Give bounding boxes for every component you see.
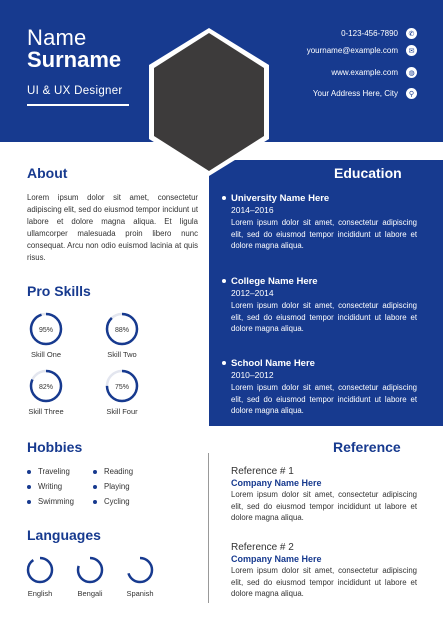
skill-percent-label: 82% (38, 384, 54, 391)
education-desc: Lorem ipsum dolor sit amet, consectetur adipiscing elit, sed do eiusmod tempor incididunt ut labore et dolore magna aliqua. (231, 301, 417, 333)
contact-phone-text: 0-123-456-7890 (341, 29, 398, 38)
language-level-ring (76, 556, 104, 584)
reference-item (231, 542, 417, 600)
skill-item (92, 312, 152, 359)
education-years: 2012–2014 (231, 288, 274, 298)
skill-progress-ring (105, 312, 139, 346)
education-item (231, 193, 417, 252)
language-item (120, 556, 160, 598)
contact-website-text: www.example.com (331, 68, 398, 77)
skill-percent-label: 88% (114, 327, 130, 334)
language-name: Spanish (126, 589, 154, 598)
location-icon: ⚲ (406, 88, 417, 99)
skill-item (92, 369, 152, 416)
job-title: UI & UX Designer (27, 85, 123, 97)
education-school: School Name Here (231, 358, 417, 369)
skills-title: Pro Skills (27, 283, 91, 299)
skill-percent-label: 75% (114, 384, 130, 391)
hobby-item: Playing (93, 482, 130, 491)
skill-name: Skill Two (107, 350, 137, 359)
skill-progress-ring (29, 369, 63, 403)
reference-company: Company Name Here (231, 554, 322, 564)
education-item (231, 358, 417, 417)
globe-icon: ◍ (406, 67, 417, 78)
skill-item (16, 312, 76, 359)
education-title: Education (334, 165, 402, 181)
reference-item (231, 466, 417, 524)
skill-name: Skill Four (106, 407, 138, 416)
reference-title: Reference (333, 439, 401, 455)
phone-icon: ✆ (406, 28, 417, 39)
languages-title: Languages (27, 527, 101, 543)
hobby-item: Writing (27, 482, 62, 491)
skill-item (16, 369, 76, 416)
email-icon: ✉ (406, 45, 417, 56)
language-item (70, 556, 110, 598)
hobby-item: Cycling (93, 497, 130, 506)
reference-desc: Lorem ipsum dolor sit amet, consectetur adipiscing elit, sed do eiusmod tempor incididunt ut labore et dolore magna aliqua. (231, 566, 417, 598)
contact-email-text: yourname@example.com (306, 46, 398, 55)
education-desc: Lorem ipsum dolor sit amet, consectetur adipiscing elit, sed do eiusmod tempor incididunt ut labore et dolore magna aliqua. (231, 218, 417, 250)
language-name: Bengali (77, 589, 103, 598)
reference-heading: Reference # 2 (231, 542, 294, 553)
language-level-ring (26, 556, 54, 584)
education-item (231, 276, 417, 335)
reference-desc: Lorem ipsum dolor sit amet, consectetur adipiscing elit, sed do eiusmod tempor incididunt ut labore et dolore magna aliqua. (231, 490, 417, 522)
education-years: 2014–2016 (231, 205, 274, 215)
column-divider (208, 453, 209, 603)
skill-name: Skill Three (28, 407, 64, 416)
reference-heading: Reference # 1 (231, 466, 294, 477)
reference-company: Company Name Here (231, 478, 322, 488)
about-title: About (27, 165, 68, 181)
language-level-ring (126, 556, 154, 584)
education-years: 2010–2012 (231, 370, 274, 380)
education-school: University Name Here (231, 193, 417, 204)
about-text: Lorem ipsum dolor sit amet, consectetur adipiscing elit, sed do eiusmod tempor incidunt ut labore et dolore magna aliqua. Et ligula ullamcorper malesuada proin libero nunc consequat. Arcu non odio euismod lacinia at quis risus. (27, 193, 198, 262)
hobby-item: Reading (93, 467, 133, 476)
last-name: Surname (27, 47, 122, 72)
skill-percent-label: 95% (38, 327, 54, 334)
education-desc: Lorem ipsum dolor sit amet, consectetur adipiscing elit, sed do eiusmod tempor incididunt ut labore et dolore magna aliqua. (231, 383, 417, 415)
hobby-item: Traveling (27, 467, 70, 476)
hobby-item: Swimming (27, 497, 74, 506)
education-school: College Name Here (231, 276, 417, 287)
skill-name: Skill One (30, 350, 61, 359)
contact-address-text: Your Address Here, City (312, 89, 398, 98)
language-name: English (27, 589, 53, 598)
hobbies-title: Hobbies (27, 439, 83, 455)
skill-progress-ring (29, 312, 63, 346)
skill-progress-ring (105, 369, 139, 403)
first-name: Name (27, 25, 87, 50)
language-item (20, 556, 60, 598)
